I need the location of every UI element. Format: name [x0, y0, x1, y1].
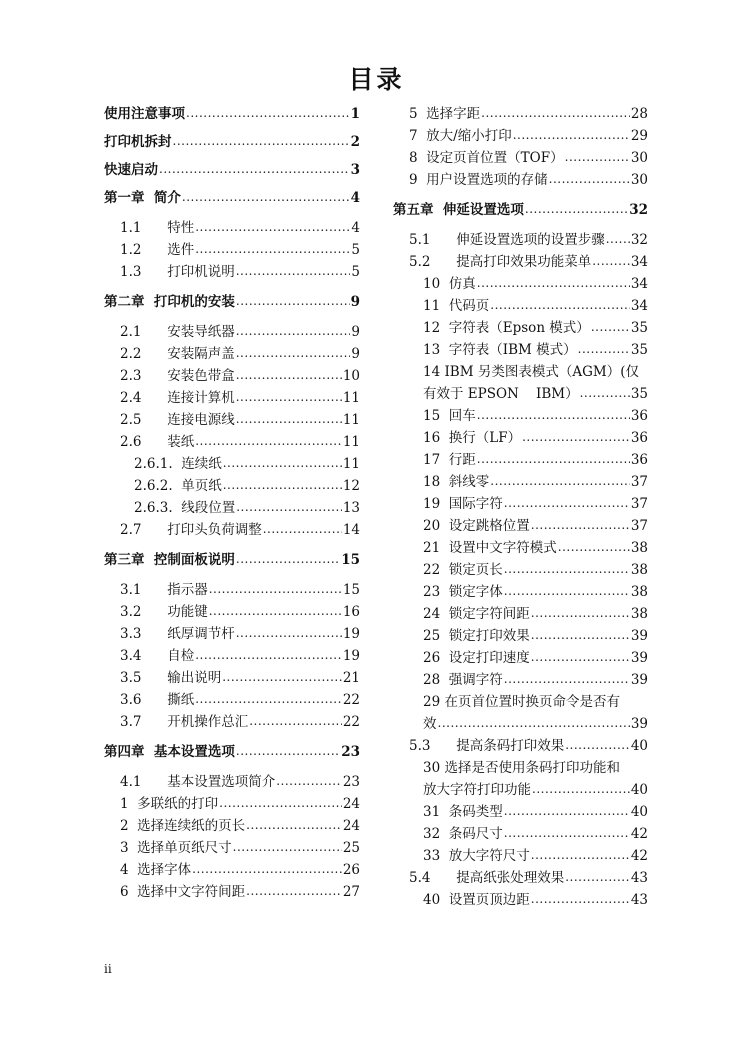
toc-entry-page: 4	[351, 220, 360, 236]
toc-leader-dots	[531, 849, 630, 864]
toc-entry-page: 38	[630, 562, 648, 578]
toc-entry-label: 11 代码页	[423, 298, 490, 314]
toc-entry-page: 39	[630, 628, 648, 644]
toc-entry[interactable]	[393, 864, 648, 886]
toc-leader-dots	[209, 583, 342, 598]
toc-leader-dots	[591, 321, 630, 336]
toc-leader-dots	[490, 299, 630, 314]
toc-entry[interactable]	[393, 886, 648, 908]
toc-entry-label: 17 行距	[423, 452, 476, 468]
toc-leader-dots	[490, 475, 630, 490]
toc-entry-label: 22 锁定页长	[423, 562, 503, 578]
toc-entry[interactable]	[104, 686, 360, 708]
toc-leader-dots	[531, 651, 630, 666]
toc-entry-page: 26	[342, 862, 360, 878]
toc-leader-dots	[504, 563, 630, 578]
toc-leader-dots	[504, 805, 630, 820]
toc-leader-dots	[236, 295, 350, 310]
toc-entry-page: 11	[342, 412, 360, 428]
toc-entry-label: 9 用户设置选项的存储	[409, 172, 548, 188]
toc-entry[interactable]	[104, 214, 360, 236]
toc-leader-dots	[246, 819, 342, 834]
toc-entry-label: 第三章 控制面板说明	[104, 552, 235, 568]
toc-entry-page: 39	[630, 650, 648, 666]
toc-entry-label: 21 设置中文字符模式	[423, 540, 557, 556]
toc-entry[interactable]	[393, 600, 648, 622]
toc-entry-label: 4 选择字体	[120, 862, 192, 878]
toc-entry-label: 2.1 安装导纸器	[120, 324, 235, 340]
toc-entry-page: 11	[342, 434, 360, 450]
toc-entry-label: 2.6.2. 单页纸	[134, 478, 222, 494]
toc-leader-dots	[236, 369, 342, 384]
toc-entry[interactable]	[393, 666, 648, 688]
toc-leader-dots	[565, 871, 630, 886]
toc-entry-wrap: 14 IBM 另类图表模式（AGM）(仅	[423, 364, 639, 380]
toc-entry-label: 第五章 伸延设置选项	[393, 202, 524, 218]
toc-leader-dots	[525, 203, 628, 218]
toc-entry[interactable]	[393, 578, 648, 600]
toc-entry-label: 33 放大字符尺寸	[423, 848, 530, 864]
toc-entry[interactable]	[104, 708, 360, 730]
toc-entry[interactable]	[104, 258, 360, 280]
toc-entry-label: 2.3 安装色带盒	[120, 368, 235, 384]
toc-leader-dots	[558, 541, 630, 556]
toc-entry-label: 3.2 功能键	[120, 604, 208, 620]
toc-leader-dots	[532, 783, 630, 798]
toc-leader-dots	[477, 453, 630, 468]
toc-left-column	[104, 100, 360, 900]
toc-entry[interactable]	[104, 790, 360, 812]
toc-right-column	[393, 100, 648, 908]
toc-entry-page: 37	[630, 496, 648, 512]
toc-entry[interactable]	[104, 428, 360, 450]
toc-entry-label: 19 国际字符	[423, 496, 503, 512]
toc-leader-dots	[223, 457, 342, 472]
toc-entry-label: 2.6 装纸	[120, 434, 195, 450]
toc-entry[interactable]	[393, 798, 648, 820]
toc-entry[interactable]	[104, 318, 360, 340]
toc-entry[interactable]	[104, 768, 360, 790]
toc-leader-dots	[173, 135, 350, 150]
toc-entry[interactable]	[393, 556, 648, 578]
toc-chapter-entry[interactable]	[104, 184, 360, 206]
toc-entry-label: 5 选择字距	[409, 106, 481, 122]
toc-entry[interactable]	[104, 856, 360, 878]
toc-leader-dots	[236, 553, 340, 568]
toc-entry-label: 1.1 特性	[120, 220, 195, 236]
toc-entry-label: 7 放大/缩小打印	[409, 128, 512, 144]
toc-entry-page: 22	[342, 714, 360, 730]
toc-entry-page: 21	[342, 670, 360, 686]
toc-entry-page: 38	[630, 606, 648, 622]
toc-leader-dots	[195, 243, 350, 258]
toc-entry-label: 5.3 提高条码打印效果	[409, 738, 565, 754]
toc-leader-dots	[195, 221, 350, 236]
toc-entry-page: 35	[630, 342, 648, 358]
toc-entry-label: 3.4 自检	[120, 648, 195, 664]
toc-entry-page: 39	[630, 716, 648, 732]
toc-entry-page: 38	[630, 540, 648, 556]
toc-entry-label: 31 条码类型	[423, 804, 503, 820]
toc-leader-dots	[236, 391, 342, 406]
toc-entry-page: 30	[630, 172, 648, 188]
toc-leader-dots	[236, 627, 342, 642]
toc-entry[interactable]	[393, 248, 648, 270]
toc-leader-dots	[504, 585, 630, 600]
toc-entry[interactable]	[104, 834, 360, 856]
toc-entry-page: 14	[342, 522, 360, 538]
toc-leader-dots	[549, 173, 630, 188]
toc-entry-label: 4.1 基本设置选项简介	[120, 774, 276, 790]
toc-leader-dots	[522, 431, 630, 446]
toc-entry[interactable]	[104, 340, 360, 362]
toc-chapter-entry[interactable]	[104, 546, 360, 568]
toc-entry-page: 27	[342, 884, 360, 900]
toc-leader-dots	[246, 885, 342, 900]
toc-entry[interactable]	[104, 236, 360, 258]
toc-entry-label: 6 选择中文字符间距	[120, 884, 246, 900]
toc-leader-dots	[513, 129, 630, 144]
toc-entry-page: 42	[630, 826, 648, 842]
toc-entry-page: 35	[630, 320, 648, 336]
toc-entry[interactable]	[393, 380, 648, 402]
toc-entry-page: 32	[629, 202, 648, 218]
toc-entry-label: 效	[423, 716, 437, 732]
toc-leader-dots	[236, 265, 351, 280]
toc-entry[interactable]	[393, 732, 648, 754]
toc-entry-label: 3.7 开机操作总汇	[120, 714, 249, 730]
toc-entry-page: 3	[350, 162, 360, 178]
toc-leader-dots	[276, 775, 342, 790]
toc-leader-dots	[159, 163, 350, 178]
toc-entry[interactable]	[104, 878, 360, 900]
toc-leader-dots	[504, 673, 630, 688]
toc-leader-dots	[565, 151, 630, 166]
toc-entry-page: 34	[630, 298, 648, 314]
toc-entry-page: 9	[350, 294, 360, 310]
toc-leader-dots	[531, 607, 630, 622]
toc-entry-label: 23 锁定字体	[423, 584, 503, 600]
toc-entry[interactable]	[104, 384, 360, 406]
toc-entry-label: 2.4 连接计算机	[120, 390, 235, 406]
toc-entry[interactable]	[104, 620, 360, 642]
toc-entry-page: 43	[630, 892, 648, 908]
toc-entry-page: 10	[342, 368, 360, 384]
toc-leader-dots	[195, 693, 342, 708]
toc-entry-label: 12 字符表（Epson 模式）	[423, 320, 590, 336]
toc-entry-label: 打印机拆封	[104, 134, 172, 150]
toc-entry-page: 34	[630, 276, 648, 292]
toc-entry-label: 3 选择单页纸尺寸	[120, 840, 232, 856]
toc-entry[interactable]	[393, 468, 648, 490]
toc-entry-label: 1.2 选件	[120, 242, 195, 258]
toc-leader-dots	[236, 325, 351, 340]
toc-entry-page: 36	[630, 430, 648, 446]
toc-entry[interactable]	[393, 424, 648, 446]
toc-entry-page: 28	[630, 106, 648, 122]
toc-entry-page: 2	[350, 134, 360, 150]
toc-entry-label: 20 设定跳格位置	[423, 518, 530, 534]
toc-entry-label: 32 条码尺寸	[423, 826, 503, 842]
toc-entry-page: 22	[342, 692, 360, 708]
toc-entry-page: 15	[342, 582, 360, 598]
toc-chapter-entry[interactable]	[104, 738, 360, 760]
toc-leader-dots	[477, 277, 630, 292]
toc-entry-label: 放大字符打印功能	[423, 782, 531, 798]
toc-entry-label: 16 换行（LF）	[423, 430, 522, 446]
toc-entry[interactable]	[393, 292, 648, 314]
toc-entry-page: 40	[630, 804, 648, 820]
toc-entry-label: 第二章 打印机的安装	[104, 294, 235, 310]
toc-entry-page: 37	[630, 518, 648, 534]
toc-entry-page: 30	[630, 150, 648, 166]
toc-leader-dots	[236, 745, 340, 760]
toc-entry[interactable]	[393, 166, 648, 188]
toc-leader-dots	[438, 717, 630, 732]
toc-leader-dots	[481, 107, 630, 122]
toc-entry[interactable]	[393, 446, 648, 468]
toc-entry[interactable]	[104, 494, 360, 516]
page-number-footer: ii	[104, 962, 112, 976]
toc-leader-dots	[263, 523, 342, 538]
toc-entry-label: 第四章 基本设置选项	[104, 744, 235, 760]
toc-leader-dots	[578, 343, 630, 358]
toc-entry-page: 42	[630, 848, 648, 864]
toc-entry-page: 16	[342, 604, 360, 620]
toc-leader-dots	[223, 479, 342, 494]
toc-leader-dots	[606, 233, 630, 248]
toc-entry-page: 24	[342, 796, 360, 812]
toc-entry-label: 1.3 打印机说明	[120, 264, 235, 280]
toc-chapter-entry[interactable]	[393, 196, 648, 218]
toc-entry-page: 35	[630, 386, 648, 402]
toc-entry[interactable]	[104, 406, 360, 428]
toc-entry-page: 24	[342, 818, 360, 834]
toc-leader-dots	[565, 739, 630, 754]
toc-leader-dots	[249, 715, 342, 730]
toc-entry-page: 9	[351, 324, 360, 340]
toc-leader-dots	[192, 863, 342, 878]
toc-entry[interactable]	[104, 362, 360, 384]
toc-entry-label: 2.7 打印头负荷调整	[120, 522, 262, 538]
toc-entry-label: 5.2 提高打印效果功能菜单	[409, 254, 592, 270]
toc-entry-page: 36	[630, 452, 648, 468]
toc-entry-page: 12	[342, 478, 360, 494]
toc-entry[interactable]	[393, 644, 648, 666]
toc-entry-page: 13	[342, 500, 360, 516]
toc-entry-label: 15 回车	[423, 408, 476, 424]
toc-entry-page: 37	[630, 474, 648, 490]
toc-chapter-entry[interactable]	[104, 100, 360, 122]
toc-entry-label: 2 选择连续纸的页长	[120, 818, 246, 834]
toc-leader-dots	[580, 387, 630, 402]
toc-leader-dots	[504, 827, 630, 842]
toc-leader-dots	[219, 797, 342, 812]
toc-entry[interactable]	[393, 100, 648, 122]
toc-leader-dots	[195, 435, 342, 450]
toc-entry[interactable]	[104, 576, 360, 598]
toc-entry-label: 3.6 撕纸	[120, 692, 195, 708]
toc-entry[interactable]	[393, 512, 648, 534]
toc-entry-page: 1	[350, 106, 360, 122]
toc-entry[interactable]	[104, 450, 360, 472]
toc-entry-label: 13 字符表（IBM 模式）	[423, 342, 577, 358]
toc-entry-page: 34	[630, 254, 648, 270]
toc-entry-page: 32	[630, 232, 648, 248]
toc-entry-label: 2.5 连接电源线	[120, 412, 235, 428]
toc-chapter-entry[interactable]	[104, 128, 360, 150]
toc-entry-label: 3.3 纸厚调节杆	[120, 626, 235, 642]
toc-entry-label: 2.6.3. 线段位置	[134, 500, 236, 516]
toc-entry[interactable]	[104, 642, 360, 664]
toc-entry[interactable]	[393, 226, 648, 248]
toc-entry[interactable]	[393, 534, 648, 556]
toc-leader-dots	[209, 605, 342, 620]
toc-entry[interactable]	[393, 490, 648, 512]
toc-entry[interactable]	[393, 622, 648, 644]
toc-entry-page: 36	[630, 408, 648, 424]
toc-leader-dots	[222, 671, 342, 686]
toc-entry[interactable]	[104, 472, 360, 494]
toc-entry[interactable]	[393, 122, 648, 144]
toc-leader-dots	[592, 255, 630, 270]
toc-entry-page: 23	[342, 774, 360, 790]
toc-entry[interactable]	[104, 516, 360, 538]
toc-entry[interactable]	[393, 270, 648, 292]
toc-entry-label: 26 设定打印速度	[423, 650, 530, 666]
toc-entry[interactable]	[393, 820, 648, 842]
toc-entry-label: 25 锁定打印效果	[423, 628, 530, 644]
toc-leader-dots	[504, 497, 630, 512]
toc-entry-page: 11	[342, 390, 360, 406]
toc-leader-dots	[233, 841, 342, 856]
toc-entry-page: 40	[630, 782, 648, 798]
toc-entry-page: 5	[351, 264, 360, 280]
toc-leader-dots	[186, 107, 350, 122]
toc-entry-wrap: 29 在页首位置时换页命令是否有	[423, 694, 620, 710]
toc-entry-wrap: 30 选择是否使用条码打印功能和	[423, 760, 620, 776]
toc-entry-page: 23	[341, 744, 360, 760]
toc-entry[interactable]	[393, 336, 648, 358]
toc-entry-label: 第一章 简介	[104, 190, 181, 206]
toc-entry-page: 15	[341, 552, 360, 568]
toc-entry-page: 19	[342, 626, 360, 642]
toc-leader-dots	[531, 893, 630, 908]
toc-entry-label: 18 斜线零	[423, 474, 490, 490]
toc-entry-label: 1 多联纸的打印	[120, 796, 219, 812]
toc-chapter-entry[interactable]	[104, 156, 360, 178]
toc-leader-dots	[236, 501, 342, 516]
toc-entry-label: 2.2 安装隔声盖	[120, 346, 235, 362]
toc-entry-label: 10 仿真	[423, 276, 476, 292]
toc-entry-label: 40 设置页顶边距	[423, 892, 530, 908]
toc-leader-dots	[531, 519, 630, 534]
toc-entry-page: 43	[630, 870, 648, 886]
page-title: 目录	[348, 65, 405, 94]
toc-entry[interactable]	[104, 664, 360, 686]
toc-entry-page: 39	[630, 672, 648, 688]
toc-entry-label: 8 设定页首位置（TOF）	[409, 150, 564, 166]
toc-entry-page: 25	[342, 840, 360, 856]
toc-entry-page: 4	[350, 190, 360, 206]
toc-entry[interactable]	[393, 314, 648, 336]
toc-entry-label: 快速启动	[104, 162, 158, 178]
toc-entry-label: 使用注意事项	[104, 106, 185, 122]
toc-entry[interactable]	[393, 710, 648, 732]
toc-leader-dots	[531, 629, 630, 644]
toc-entry-page: 11	[342, 456, 360, 472]
toc-leader-dots	[236, 347, 351, 362]
toc-entry-page: 38	[630, 584, 648, 600]
toc-entry-label: 有效于 EPSON IBM）	[423, 386, 579, 402]
toc-entry-page: 5	[351, 242, 360, 258]
toc-entry-page: 9	[351, 346, 360, 362]
toc-entry-label: 3.1 指示器	[120, 582, 208, 598]
toc-entry-page: 40	[630, 738, 648, 754]
toc-leader-dots	[477, 409, 630, 424]
toc-entry-label: 28 强调字符	[423, 672, 503, 688]
toc-entry-label: 24 锁定字符间距	[423, 606, 530, 622]
toc-entry-page: 29	[630, 128, 648, 144]
toc-entry[interactable]	[393, 776, 648, 798]
toc-entry-label: 5.4 提高纸张处理效果	[409, 870, 565, 886]
toc-entry[interactable]	[393, 842, 648, 864]
toc-entry[interactable]	[393, 402, 648, 424]
toc-leader-dots	[236, 413, 342, 428]
toc-chapter-entry[interactable]	[104, 288, 360, 310]
toc-entry-label: 5.1 伸延设置选项的设置步骤	[409, 232, 605, 248]
toc-entry-page: 19	[342, 648, 360, 664]
toc-leader-dots	[195, 649, 342, 664]
toc-entry-label: 3.5 输出说明	[120, 670, 222, 686]
toc-entry[interactable]	[104, 812, 360, 834]
toc-entry[interactable]	[393, 144, 648, 166]
toc-entry[interactable]	[104, 598, 360, 620]
toc-entry-label: 2.6.1. 连续纸	[134, 456, 222, 472]
toc-leader-dots	[182, 191, 350, 206]
